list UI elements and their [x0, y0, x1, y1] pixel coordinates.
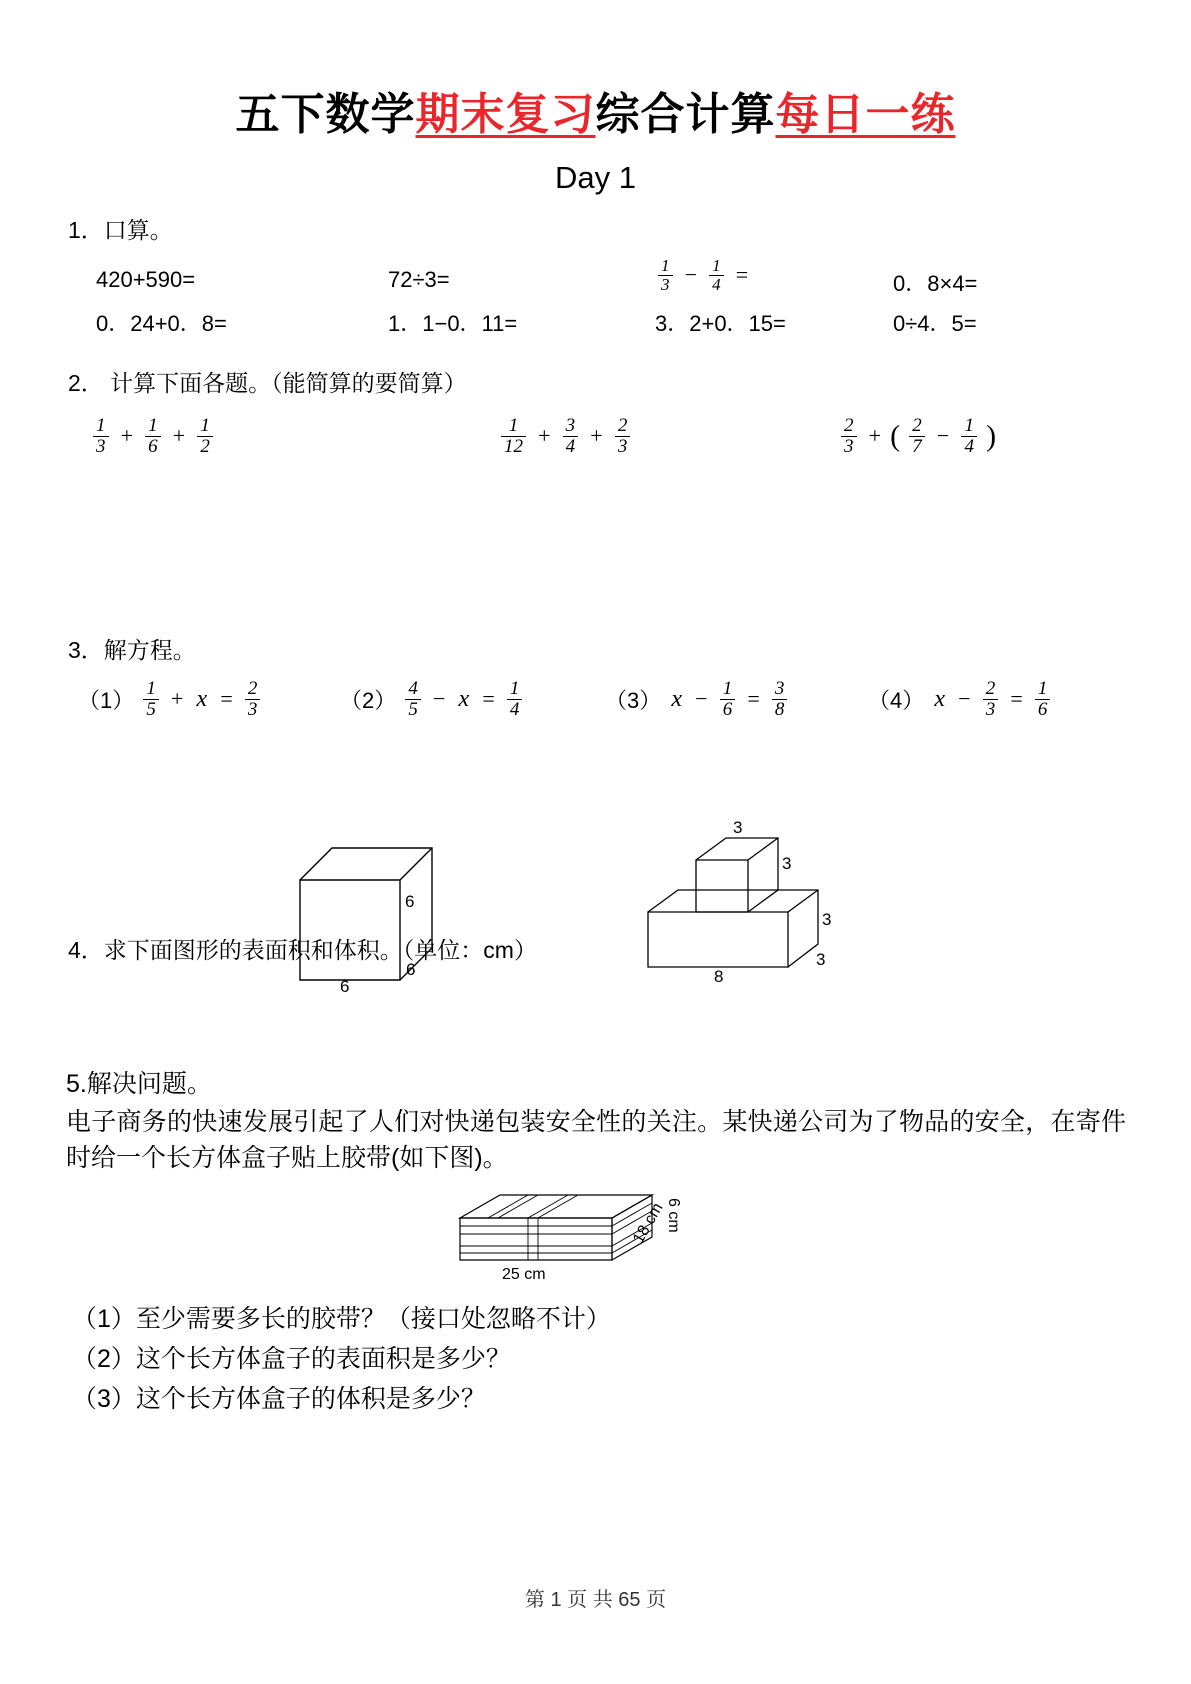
- q1-frac-equals: =: [735, 262, 749, 288]
- question-1-heading: 1．口算。: [68, 217, 173, 243]
- taped-box-figure: [452, 1190, 692, 1295]
- q3-eq2-equals: =: [482, 686, 495, 712]
- q1-frac-a: $\frac{1}{3}$: [658, 257, 673, 294]
- q2-expr-2: [498, 416, 633, 457]
- question-5-sub-3: （3）这个长方体盒子的体积是多少？: [72, 1385, 486, 1413]
- q2-e1-op1: +: [120, 423, 134, 449]
- cube-figure: [290, 840, 450, 996]
- q3-eq1-label: （1）: [78, 687, 135, 713]
- q3-eq2-var: x: [458, 685, 470, 712]
- q2-e2-t3: $\frac{2}{3}$: [615, 416, 631, 457]
- q1-item-4: 0．8×4=: [893, 271, 978, 296]
- q2-e1-t3: $\frac{1}{2}$: [197, 416, 213, 457]
- q3-eq4-left: $\frac{2}{3}$: [983, 679, 999, 720]
- compound-label-bottom: 8: [714, 967, 724, 986]
- page-footer: 第 1 页 共 65 页: [524, 1589, 667, 1611]
- q3-eq4-label: （4）: [868, 687, 925, 713]
- cube-label-right: 6: [405, 892, 415, 911]
- q3-eq4-var: x: [934, 685, 946, 712]
- q3-eq3-right: $\frac{3}{8}$: [772, 679, 788, 720]
- cube-label-depth: 6: [406, 960, 416, 979]
- q1-item-3: [655, 257, 751, 294]
- q3-eq1-equals: =: [220, 686, 233, 712]
- q2-e2-op1: +: [538, 423, 551, 449]
- q3-eq2-right: $\frac{1}{4}$: [507, 679, 523, 720]
- q1-frac-op: −: [684, 262, 698, 288]
- cube-label-bottom: 6: [340, 977, 350, 996]
- q2-e1-t2: $\frac{1}{6}$: [145, 416, 161, 457]
- compound-solid-figure: [636, 818, 836, 997]
- question-5-paragraph: 电子商务的快速发展引起了人们对快递包装安全性的关注。某快递公司为了物品的安全，在寄件时给一个长方体盒子贴上胶带(如下图)。: [66, 1108, 1126, 1173]
- q3-eq2-label: （2）: [340, 687, 397, 713]
- q1-item-7: 3．2+0．15=: [655, 311, 786, 336]
- box-label-depth: 18 cm: [630, 1200, 667, 1247]
- question-3-row: [0, 677, 1191, 757]
- q1-item-8: 0÷4．5=: [893, 311, 977, 336]
- q2-e3-op: +: [868, 423, 882, 449]
- q2-e3-inner-op: −: [936, 423, 950, 449]
- q3-equation-4: [868, 679, 1053, 720]
- q2-e3-lead: $\frac{2}{3}$: [841, 416, 857, 457]
- q3-eq1-op: +: [171, 686, 184, 712]
- q3-eq2-left: $\frac{4}{5}$: [405, 679, 421, 720]
- q3-eq1-right: $\frac{2}{3}$: [245, 679, 261, 720]
- q3-eq3-var: x: [671, 685, 683, 712]
- question-3-heading: 3．解方程。: [68, 637, 196, 663]
- q2-e2-op2: +: [590, 423, 603, 449]
- q2-expr-1: [90, 416, 216, 457]
- title-part-4: 每日一练: [775, 90, 956, 139]
- q3-eq4-right: $\frac{1}{6}$: [1035, 679, 1051, 720]
- q2-e2-t1: $\frac{1}{12}$: [501, 416, 526, 457]
- question-5-sub-1: （1）至少需要多长的胶带？（接口处忽略不计）: [72, 1305, 611, 1333]
- compound-label-right: 3: [822, 910, 832, 929]
- q3-eq3-equals: =: [747, 686, 760, 712]
- q3-eq4-equals: =: [1010, 686, 1023, 712]
- q1-item-5: 0．24+0．8=: [96, 311, 227, 336]
- q2-e3-a: $\frac{2}{7}$: [909, 416, 925, 457]
- compound-label-upper-right: 3: [782, 854, 792, 873]
- day-subtitle: Day 1: [555, 160, 636, 195]
- q3-equation-1: [78, 679, 263, 720]
- q3-eq3-left: $\frac{1}{6}$: [720, 679, 736, 720]
- q2-e3-paren-open: (: [890, 419, 901, 453]
- q3-eq2-op: −: [433, 686, 446, 712]
- q1-item-1: 420+590=: [96, 267, 196, 292]
- title-part-3: 综合计算: [595, 90, 776, 139]
- q3-eq3-op: −: [695, 686, 708, 712]
- q2-e2-t2: $\frac{3}{4}$: [563, 416, 579, 457]
- box-label-width: 25 cm: [502, 1266, 546, 1283]
- cube-svg: [290, 840, 450, 990]
- question-4-heading: 4．求下面图形的表面积和体积。（单位：cm）: [68, 937, 537, 963]
- question-5-heading: 5.解决问题。: [66, 1070, 212, 1098]
- q1-item-6: 1．1−0．11=: [388, 311, 518, 336]
- q3-eq3-label: （3）: [605, 687, 662, 713]
- q3-equation-3: [605, 679, 790, 720]
- q3-equation-2: [340, 679, 525, 720]
- question-2-heading: 2． 计算下面各题。（能简算的要简算）: [68, 370, 467, 396]
- q2-e3-paren-close: ): [986, 419, 997, 453]
- title-part-1: 五下数学: [235, 90, 416, 139]
- question-2-row: [0, 412, 1191, 482]
- question-1-row-2: [0, 303, 1191, 343]
- compound-label-top: 3: [733, 818, 743, 837]
- q2-e1-op2: +: [172, 423, 186, 449]
- compound-solid-svg: [636, 822, 836, 997]
- q2-expr-3: [838, 416, 996, 457]
- q2-e1-t1: $\frac{1}{3}$: [93, 416, 109, 457]
- q3-eq4-op: −: [958, 686, 971, 712]
- compound-label-depth: 3: [816, 950, 826, 969]
- box-label-height: 6 cm: [665, 1198, 682, 1233]
- question-5-sub-2: （2）这个长方体盒子的表面积是多少？: [72, 1345, 511, 1373]
- q1-frac-b: $\frac{1}{4}$: [709, 257, 724, 294]
- q3-eq1-left: $\frac{1}{5}$: [143, 679, 159, 720]
- title-part-2: 期末复习: [415, 90, 596, 139]
- q1-item-2: 72÷3=: [388, 267, 450, 292]
- q3-eq1-var: x: [196, 685, 208, 712]
- q2-e3-b: $\frac{1}{4}$: [961, 416, 977, 457]
- question-1-row-1: [0, 255, 1191, 303]
- page-title: [0, 78, 1191, 142]
